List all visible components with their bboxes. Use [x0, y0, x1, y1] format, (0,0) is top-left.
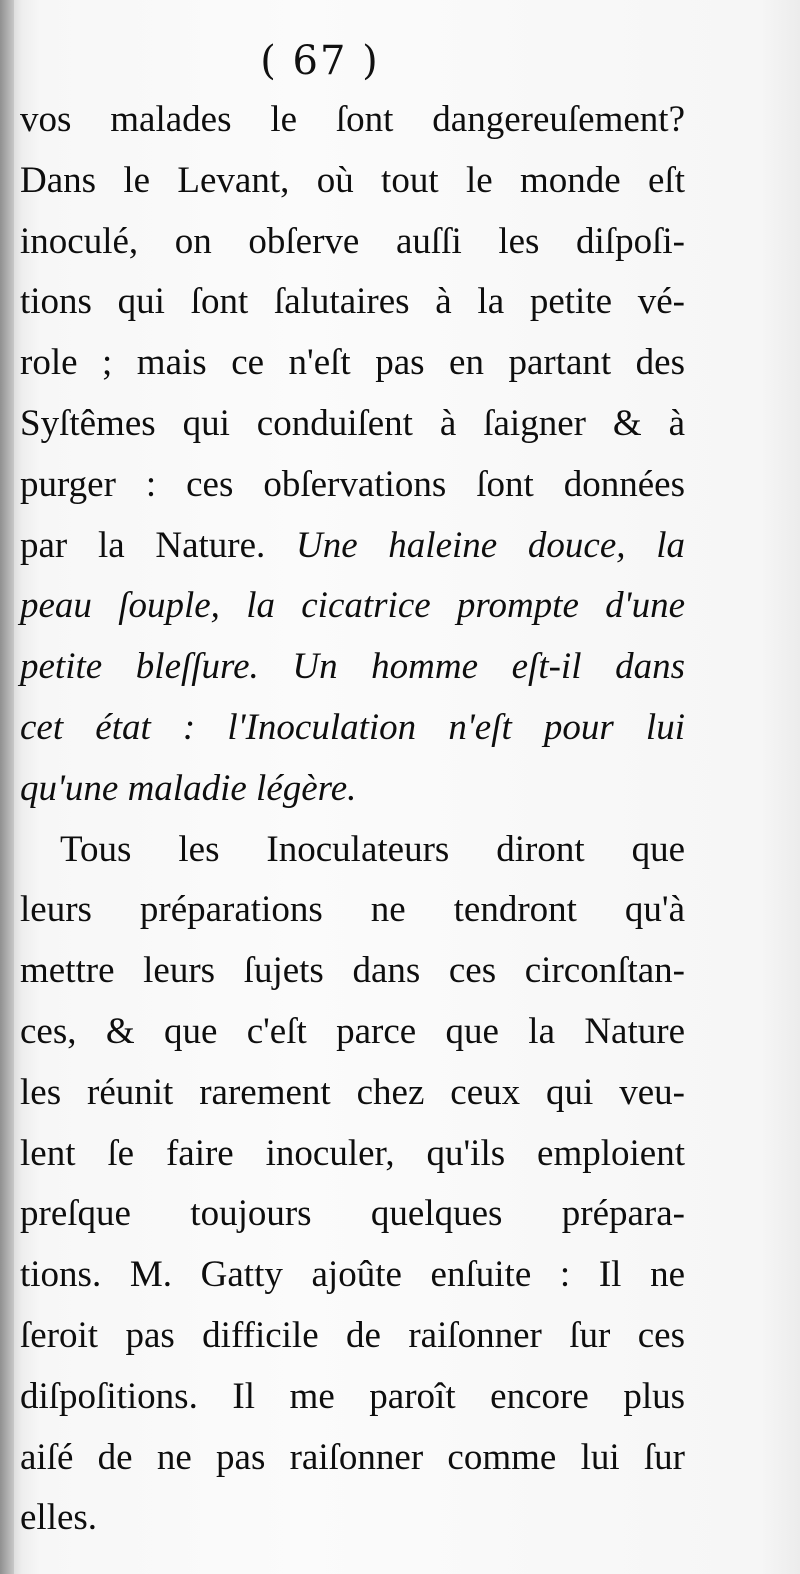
- text-line: [20, 941, 685, 1002]
- text-segment: aiſé de ne pas raiſonner comme lui ſur: [20, 1436, 685, 1478]
- text-segment: mettre leurs ſujets dans ces circonſtan-: [20, 950, 685, 992]
- text-line: [20, 820, 685, 881]
- text-segment: Tous les Inoculateurs diront que: [60, 828, 685, 870]
- text-line: [20, 1428, 685, 1489]
- text-segment: ces, & que c'eſt parce que la Nature: [20, 1010, 685, 1052]
- text-segment: preſque toujours quelques prépara-: [20, 1193, 685, 1235]
- body-text: [20, 90, 685, 1549]
- paragraph: [20, 820, 685, 1550]
- text-segment: Dans le Levant, où tout le monde eſt: [20, 159, 685, 201]
- text-line: [20, 1124, 685, 1185]
- text-line: [20, 272, 685, 333]
- text-line: [20, 880, 685, 941]
- text-segment: diſpoſitions. Il me paroît encore plus: [20, 1375, 685, 1417]
- text-segment: vos malades le ſont dangereuſement?: [20, 99, 685, 140]
- italic-text: cet état : l'Inoculation n'eſt pour lui: [20, 706, 685, 748]
- text-segment: ſeroit pas difficile de raiſonner ſur ces: [20, 1314, 685, 1356]
- text-segment: par la Nature.: [20, 524, 296, 566]
- page-number: ( 67 ): [260, 38, 380, 84]
- text-line: [20, 455, 685, 516]
- text-segment: purger : ces obſervations ſont données: [20, 463, 685, 505]
- paragraph: [20, 90, 685, 820]
- text-segment: Syſtêmes qui conduiſent à ſaigner & à: [20, 402, 685, 444]
- text-segment: les réunit rarement chez ceux qui veu-: [20, 1071, 685, 1113]
- italic-text: peau ſouple, la cicatrice prompte d'une: [20, 585, 685, 627]
- italic-text: Une haleine douce, la: [295, 524, 685, 566]
- text-line: [20, 1306, 685, 1367]
- text-line: [20, 1488, 685, 1549]
- text-segment: inoculé, on obſerve auſſi les diſpoſi-: [20, 220, 685, 262]
- text-line: [20, 1245, 685, 1306]
- text-line: [20, 1367, 685, 1428]
- text-line: [20, 516, 685, 577]
- text-line: [20, 212, 685, 273]
- text-line: [20, 1063, 685, 1124]
- text-segment: leurs préparations ne tendront qu'à: [20, 889, 685, 931]
- text-line: [20, 1184, 685, 1245]
- text-line: [20, 394, 685, 455]
- text-segment: tions qui ſont ſalutaires à la petite vé-: [20, 281, 685, 323]
- italic-text: petite bleſſure. Un homme eſt-il dans: [20, 646, 685, 688]
- text-line: [20, 576, 685, 637]
- text-line: [20, 151, 685, 212]
- text-line: [20, 333, 685, 394]
- binding-shadow: [0, 0, 14, 1574]
- text-line: [20, 1002, 685, 1063]
- text-segment: role ; mais ce n'eſt pas en partant des: [20, 342, 685, 384]
- text-line: [20, 90, 685, 151]
- text-segment: tions. M. Gatty ajoûte enſuite : Il ne: [20, 1254, 685, 1296]
- text-line: [20, 637, 685, 698]
- text-line: [20, 698, 685, 759]
- italic-text: qu'une maladie légère.: [20, 767, 357, 809]
- text-segment: elles.: [20, 1497, 98, 1539]
- text-segment: lent ſe faire inoculer, qu'ils emploient: [20, 1132, 685, 1174]
- text-line: [20, 759, 685, 820]
